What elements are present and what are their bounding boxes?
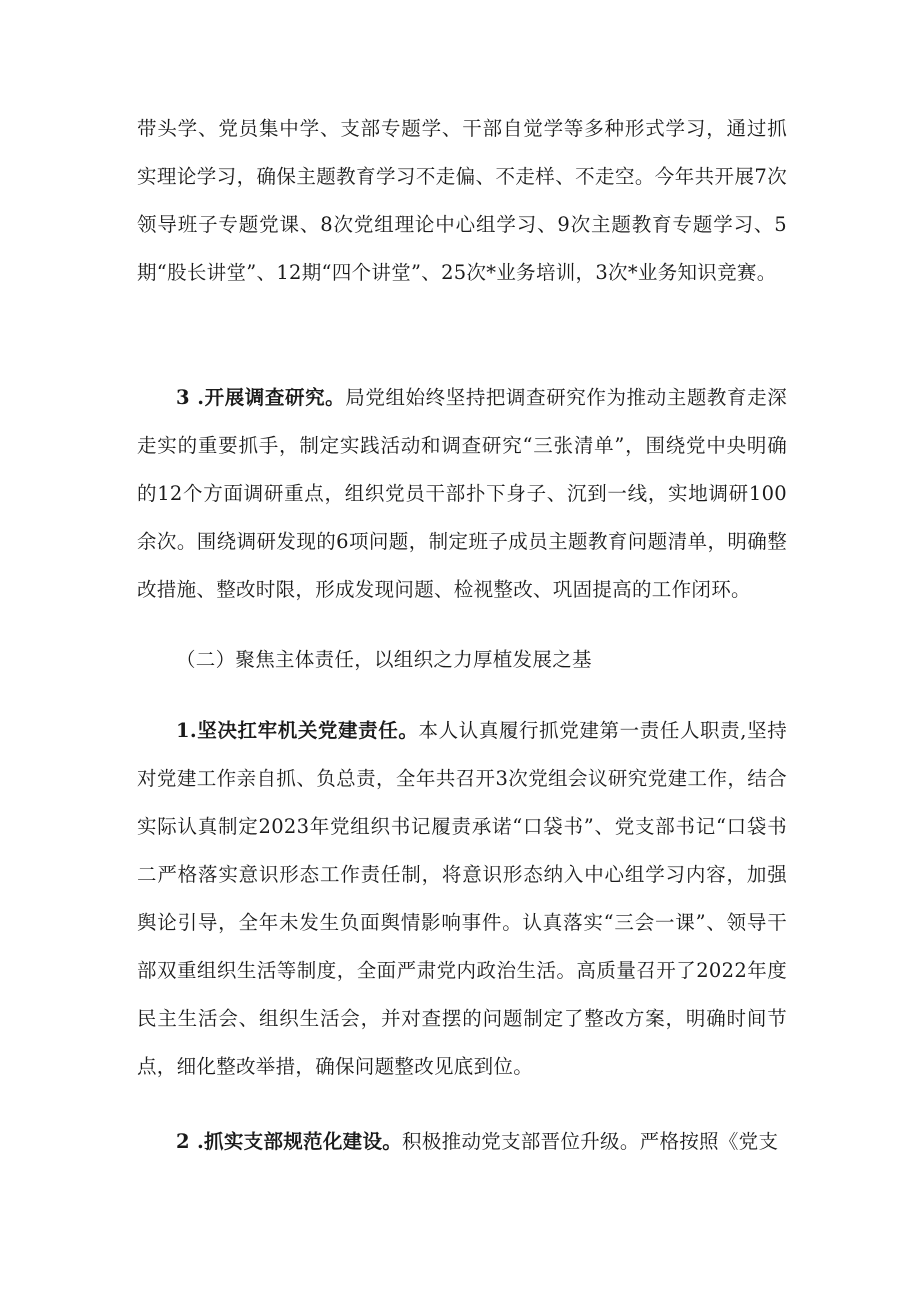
paragraph-lead: 1.坚决扛牢机关党建责任。 (176, 719, 419, 742)
paragraph-study-forms (137, 105, 787, 297)
paragraph-text: 本人认真履行抓党建第一责任人职责,坚持对党建工作亲自抓、负总责，全年共召开3次党组会议研究党建工作，结合实际认真制定2023年党组织书记履责承诺“口袋书”、党支部书记“口袋书二严格落实意识形态工作责任制，将意识形态纳入中心组学习内容，加强舆论引导，全年未发生负面舆情影响事件。认真落实“三会一课”、领导干部双重组织生活等制度，全面严肃党内政治生活。高质量召开了2022年度民主生活会、组织生活会，并对查摆的问题制定了整改方案，明确时间节点，细化整改举措，确保问题整改见底到位。 (137, 719, 787, 1078)
paragraph-text: 积极推动党支部晋位升级。严格按照《党支 (402, 1130, 779, 1153)
paragraph-lead: 3 .开展调查研究。 (176, 386, 346, 409)
paragraph-lead: 2 .抓实支部规范化建设。 (176, 1130, 403, 1153)
paragraph-research (137, 374, 787, 614)
paragraph-branch-standardization (137, 1118, 787, 1166)
paragraph-text: 带头学、党员集中学、支部专题学、干部自觉学等多种形式学习，通过抓实理论学习，确保主题教育学习不走偏、不走样、不走空。今年共开展7次领导班子专题党课、8次党组理论中心组学习、9次主题教育专题学习、5期“股长讲堂”、12期“四个讲堂”、25次*业务培训，3次*业务知识竞赛。 (137, 117, 787, 284)
paragraph-text: 局党组始终坚持把调查研究作为推动主题教育走深走实的重要抓手，制定实践活动和调查研究“三张清单”，围绕党中央明确的12个方面调研重点，组织党员干部扑下身子、沉到一线，实地调研100余次。围绕调研发现的6项问题，制定班子成员主题教育问题清单，明确整改措施、整改时限，形成发现问题、检视整改、巩固提高的工作闭环。 (137, 386, 787, 601)
paragraph-party-building (137, 707, 787, 1091)
section-heading-2: （二）聚焦主体责任，以组织之力厚植发展之基 (176, 648, 592, 671)
